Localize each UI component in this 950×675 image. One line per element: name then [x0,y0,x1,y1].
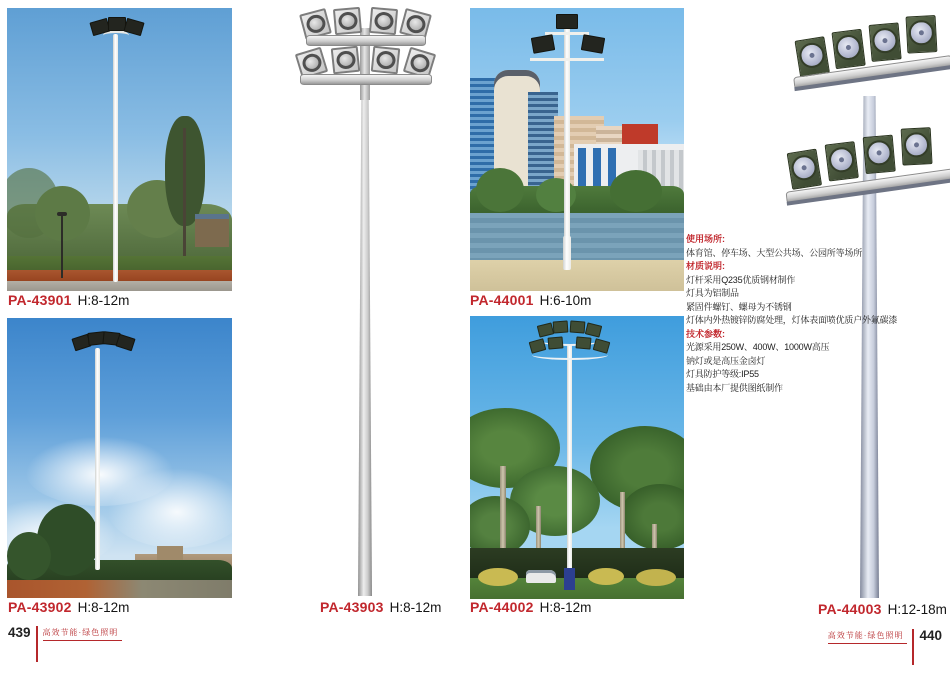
product-code: PA-44003 [818,601,882,617]
pole-base [563,236,571,270]
product-height: H:12-18m [887,602,947,617]
lamp-arc [532,350,608,360]
footer-slogan-left: 高效节能·绿色照明 [43,626,123,641]
footer-right [828,629,942,665]
footer-divider-left [36,626,38,662]
product-label-pa-43903 [320,599,441,615]
lamp-ring [335,50,356,70]
yellow-bush [478,568,518,586]
floodlight [369,7,398,35]
product-height: H:8-12m [77,293,130,308]
floodlight [556,14,578,29]
floodlight [906,15,938,54]
lake [470,213,684,263]
spec-line: 紧固件螺钉、螺母为不锈钢 [686,301,792,312]
spec-line: 灯具为铝制品 [686,288,739,298]
product-height: H:8-12m [77,600,130,615]
product-label-pa-44001 [470,292,591,308]
street-lamp [61,216,63,278]
floodlight [863,135,896,174]
light-pole [95,348,100,570]
floodlight [553,320,569,333]
footer-slogan-right: 高效节能·绿色照明 [828,629,908,644]
photo-pa-44001 [470,8,684,291]
floodlight [795,36,830,77]
lamp-ring [300,52,323,75]
spec-line: 灯具防护等级:IP55 [686,369,759,379]
floodlight [548,336,564,349]
ground [7,580,232,598]
lamp-ring [408,52,431,75]
hut [195,214,229,247]
product-label-pa-43902 [8,599,129,615]
lamp-ring [373,11,393,31]
tree [476,168,524,212]
product-height: H:8-12m [389,600,442,615]
crossarm [530,58,604,61]
product-label-pa-44003 [818,601,947,617]
floodlight [825,141,859,181]
photo-pa-43902 [7,318,232,598]
yellow-bush [636,569,676,586]
tree [610,170,662,212]
product-label-pa-44002 [470,599,591,615]
yellow-bush [588,568,624,585]
tree [7,532,51,580]
road-strip [7,281,232,291]
building [157,546,183,560]
photo-pa-44002 [470,316,684,599]
spec-line: 基础由本厂提供图纸制作 [686,382,783,393]
tall-tree-trunk [183,128,186,258]
street-lamp-head [57,212,67,216]
product-label-pa-43901 [8,292,129,308]
car [526,570,556,583]
pole [358,94,372,596]
render-pa-43903 [296,8,434,598]
product-code: PA-44001 [470,292,534,308]
spec-section-title: 材质说明: [686,261,725,271]
crossbar [300,74,432,85]
floodlight [831,29,865,69]
lamp-tier [786,120,950,224]
light-pole [567,344,572,582]
product-code: PA-43903 [320,599,384,615]
product-code: PA-43901 [8,292,72,308]
spec-line: 钠灯或是高压金卤灯 [686,355,766,366]
spec-line: 灯杆采用Q235优质钢材制作 [686,274,796,285]
spec-section-title: 技术参数: [686,328,725,339]
floodlight [371,46,401,75]
footer-divider-right [912,629,914,665]
floodlight [333,7,362,35]
spec-section-title: 使用场所: [686,234,725,244]
floodlight [331,46,361,75]
footer-left [8,626,122,662]
floodlight [787,149,822,190]
product-code: PA-44002 [470,599,534,615]
spec-line: 灯体内外热镀锌防腐处理，灯体表面喷优质户外氟碳漆 [686,315,898,325]
lamp-tier [794,10,950,111]
light-pole [564,28,570,268]
floodlight [576,336,592,349]
spec-block [686,233,944,395]
spec-line: 体育馆、停车场、大型公共场、公园所等场所 [686,247,863,258]
pole-base-wrap [564,568,575,590]
floodlight [901,127,933,166]
lamp-ring [375,50,396,70]
light-pole [113,34,118,282]
photo-pa-43901 [7,8,232,291]
product-height: H:6-10m [539,293,592,308]
page-number-left: 439 [8,625,31,640]
floodlight [869,22,902,61]
page-number-right: 440 [919,628,942,643]
lamp-ring [337,11,357,31]
floodlight [570,320,586,333]
plaza [470,260,684,291]
lamp-ring [404,13,427,35]
tree [536,178,576,212]
crossbar [306,35,426,46]
lamp-ring [304,13,327,35]
product-code: PA-43902 [8,599,72,615]
spec-line: 光源采用250W、400W、1000W高压 [686,342,830,352]
product-height: H:8-12m [539,600,592,615]
